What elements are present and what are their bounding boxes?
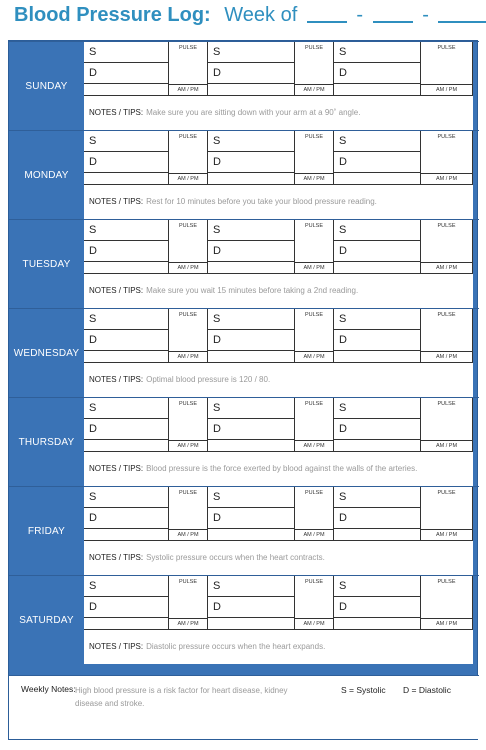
ampm-field[interactable]: AM / PM	[169, 618, 207, 630]
day-entry-area	[84, 220, 473, 308]
diastolic-field[interactable]: D	[334, 152, 420, 173]
diastolic-field[interactable]: D	[334, 330, 420, 351]
day-row	[9, 308, 479, 397]
day-entry-area	[84, 309, 473, 397]
ampm-field[interactable]: AM / PM	[295, 618, 333, 630]
pulse-label: PULSE	[304, 223, 324, 229]
page-title	[14, 4, 486, 32]
sd-fields	[84, 131, 169, 184]
pulse-field[interactable]	[295, 398, 334, 452]
sd-fields	[208, 131, 295, 184]
pulse-label: PULSE	[304, 134, 324, 140]
diastolic-field[interactable]: D	[334, 597, 420, 618]
pulse-label: PULSE	[437, 490, 456, 496]
notes-label: NOTES / TIPS:	[89, 197, 144, 206]
sd-fields	[84, 576, 169, 629]
diastolic-field[interactable]: D	[334, 63, 420, 84]
pulse-field[interactable]	[421, 576, 473, 630]
ampm-field[interactable]: AM / PM	[421, 173, 472, 185]
diastolic-field[interactable]: D	[334, 508, 420, 529]
sd-fields	[334, 42, 421, 95]
pulse-label: PULSE	[178, 223, 198, 229]
title-separator: -	[422, 4, 429, 26]
pulse-field[interactable]	[295, 576, 334, 630]
systolic-field[interactable]: S	[208, 42, 294, 63]
ampm-field[interactable]: AM / PM	[295, 440, 333, 452]
pulse-label: PULSE	[304, 401, 324, 407]
notes-label: NOTES / TIPS:	[89, 375, 144, 384]
diastolic-field[interactable]: D	[334, 241, 420, 262]
systolic-field[interactable]: S	[334, 220, 420, 241]
day-row	[9, 486, 479, 575]
pulse-label: PULSE	[178, 401, 198, 407]
reading-block	[84, 487, 208, 541]
day-entry-area	[84, 487, 473, 575]
pulse-field[interactable]	[295, 220, 334, 274]
weekly-notes-label: Weekly Notes:	[21, 684, 76, 694]
notes-tips[interactable]	[84, 541, 473, 575]
reading-block	[208, 576, 334, 630]
notes-tip-text: Systolic pressure occurs when the heart contracts.	[146, 553, 325, 562]
diastolic-field[interactable]: D	[84, 330, 168, 351]
weekly-notes	[9, 675, 479, 739]
notes-label: NOTES / TIPS:	[89, 553, 144, 562]
reading-block	[334, 131, 473, 185]
sd-fields	[84, 487, 169, 540]
systolic-field[interactable]: S	[334, 131, 420, 152]
legend-systolic: S = Systolic	[341, 685, 386, 695]
ampm-field[interactable]: AM / PM	[295, 529, 333, 541]
notes-tip-text: Make sure you are sitting down with your arm at a 90˚ angle.	[146, 108, 361, 117]
systolic-field[interactable]: S	[334, 487, 420, 508]
reading-block	[334, 309, 473, 363]
systolic-field[interactable]: S	[208, 220, 294, 241]
ampm-field[interactable]: AM / PM	[169, 351, 207, 363]
notes-tips[interactable]	[84, 363, 473, 397]
pulse-label: PULSE	[304, 45, 324, 51]
pulse-label: PULSE	[178, 45, 198, 51]
pulse-field[interactable]	[169, 220, 208, 274]
sd-fields	[334, 576, 421, 629]
sd-fields	[208, 309, 295, 362]
reading-block	[334, 398, 473, 452]
systolic-field[interactable]: S	[334, 398, 420, 419]
ampm-field[interactable]: AM / PM	[421, 529, 472, 541]
day-row	[9, 41, 479, 130]
reading-block	[208, 220, 334, 274]
pulse-label: PULSE	[437, 223, 456, 229]
pulse-field[interactable]	[295, 309, 334, 363]
systolic-field[interactable]: S	[84, 220, 168, 241]
day-label: MONDAY	[24, 169, 69, 181]
diastolic-field[interactable]: D	[208, 330, 294, 351]
systolic-field[interactable]: S	[84, 309, 168, 330]
notes-tip-text: Optimal blood pressure is 120 / 80.	[146, 375, 271, 384]
diastolic-field[interactable]: D	[84, 241, 168, 262]
systolic-field[interactable]: S	[84, 398, 168, 419]
sd-fields	[84, 398, 169, 451]
sd-fields	[208, 487, 295, 540]
ampm-field[interactable]: AM / PM	[421, 618, 472, 630]
reading-block	[334, 576, 473, 630]
ampm-field[interactable]: AM / PM	[421, 262, 472, 274]
pulse-label: PULSE	[437, 401, 456, 407]
diastolic-field[interactable]: D	[208, 241, 294, 262]
pulse-field[interactable]	[421, 42, 473, 96]
reading-block	[208, 398, 334, 452]
systolic-field[interactable]: S	[208, 576, 294, 597]
ampm-field[interactable]: AM / PM	[421, 84, 472, 96]
reading-block	[84, 131, 208, 185]
systolic-field[interactable]: S	[208, 398, 294, 419]
diastolic-field[interactable]: D	[334, 419, 420, 440]
diastolic-field[interactable]: D	[84, 63, 168, 84]
title-separator: -	[356, 4, 364, 26]
systolic-field[interactable]: S	[84, 576, 168, 597]
ampm-field[interactable]: AM / PM	[295, 351, 333, 363]
week-blank-month[interactable]	[307, 7, 347, 23]
notes-tips[interactable]	[84, 630, 473, 664]
title-week-of: Week of	[224, 4, 298, 26]
reading-block	[84, 398, 208, 452]
sd-fields	[84, 309, 169, 362]
systolic-field[interactable]: S	[208, 487, 294, 508]
diastolic-field[interactable]: D	[208, 597, 294, 618]
reading-block	[84, 42, 208, 96]
week-blank-day[interactable]	[373, 7, 413, 23]
notes-tip-text: Blood pressure is the force exerted by blood against the walls of the arteries.	[146, 464, 418, 473]
day-entry-area	[84, 131, 473, 219]
pulse-label: PULSE	[304, 579, 324, 585]
day-row	[9, 219, 479, 308]
diastolic-field[interactable]: D	[208, 508, 294, 529]
day-row	[9, 575, 479, 664]
legend-diastolic: D = Diastolic	[403, 685, 451, 695]
day-label: FRIDAY	[27, 525, 66, 537]
ampm-field[interactable]: AM / PM	[169, 529, 207, 541]
day-label: SUNDAY	[25, 80, 68, 92]
day-row	[9, 130, 479, 219]
pulse-label: PULSE	[437, 312, 456, 318]
pulse-field[interactable]	[169, 42, 208, 96]
ampm-field[interactable]: AM / PM	[295, 84, 333, 96]
ampm-field[interactable]: AM / PM	[295, 262, 333, 274]
ampm-field[interactable]: AM / PM	[295, 173, 333, 185]
pulse-field[interactable]	[421, 487, 473, 541]
pulse-label: PULSE	[304, 312, 324, 318]
pulse-label: PULSE	[178, 134, 198, 140]
ampm-field[interactable]: AM / PM	[169, 440, 207, 452]
day-label: SATURDAY	[19, 614, 74, 626]
diastolic-field[interactable]: D	[84, 508, 168, 529]
notes-tip-text: Make sure you wait 15 minutes before taking a 2nd reading.	[146, 286, 359, 295]
reading-block	[84, 576, 208, 630]
reading-block	[208, 487, 334, 541]
sd-fields	[208, 576, 295, 629]
reading-block	[334, 487, 473, 541]
ampm-field[interactable]: AM / PM	[421, 351, 472, 363]
pulse-field[interactable]	[169, 576, 208, 630]
sd-fields	[84, 220, 169, 273]
pulse-field[interactable]	[421, 131, 473, 185]
diastolic-field[interactable]: D	[84, 152, 168, 173]
pulse-field[interactable]	[295, 131, 334, 185]
reading-block	[334, 42, 473, 96]
pulse-field[interactable]	[295, 487, 334, 541]
sd-fields	[334, 309, 421, 362]
pulse-label: PULSE	[178, 312, 198, 318]
pulse-label: PULSE	[437, 45, 456, 51]
day-label: WEDNESDAY	[13, 347, 80, 359]
diastolic-field[interactable]: D	[208, 63, 294, 84]
ampm-field[interactable]: AM / PM	[169, 84, 207, 96]
notes-label: NOTES / TIPS:	[89, 464, 144, 473]
pulse-field[interactable]	[421, 398, 473, 452]
day-entry-area	[84, 576, 473, 664]
pulse-field[interactable]	[421, 220, 473, 274]
pulse-field[interactable]	[169, 487, 208, 541]
systolic-field[interactable]: S	[334, 42, 420, 63]
day-label: TUESDAY	[22, 258, 71, 270]
notes-label: NOTES / TIPS:	[89, 286, 144, 295]
systolic-field[interactable]: S	[334, 309, 420, 330]
pulse-field[interactable]	[169, 309, 208, 363]
day-entry-area	[84, 42, 473, 130]
sd-fields	[208, 398, 295, 451]
notes-tip-text: Rest for 10 minutes before you take your blood pressure reading.	[146, 197, 377, 206]
diastolic-field[interactable]: D	[208, 152, 294, 173]
sd-fields	[334, 131, 421, 184]
sd-fields	[334, 398, 421, 451]
reading-block	[208, 131, 334, 185]
log-sheet	[8, 40, 478, 740]
pulse-label: PULSE	[178, 579, 198, 585]
pulse-label: PULSE	[304, 490, 324, 496]
notes-tips[interactable]	[84, 96, 473, 130]
systolic-field[interactable]: S	[84, 487, 168, 508]
notes-label: NOTES / TIPS:	[89, 642, 144, 651]
ampm-field[interactable]: AM / PM	[421, 440, 472, 452]
day-label: THURSDAY	[18, 436, 75, 448]
notes-tip-text: Diastolic pressure occurs when the heart expands.	[146, 642, 326, 651]
ampm-field[interactable]: AM / PM	[169, 173, 207, 185]
sd-fields	[208, 42, 295, 95]
day-row	[9, 397, 479, 486]
systolic-field[interactable]: S	[334, 576, 420, 597]
pulse-label: PULSE	[178, 490, 198, 496]
sd-fields	[208, 220, 295, 273]
reading-block	[84, 309, 208, 363]
notes-tips[interactable]	[84, 185, 473, 219]
reading-block	[208, 42, 334, 96]
systolic-field[interactable]: S	[208, 131, 294, 152]
systolic-field[interactable]: S	[84, 42, 168, 63]
pulse-field[interactable]	[295, 42, 334, 96]
diastolic-field[interactable]: D	[84, 419, 168, 440]
reading-block	[208, 309, 334, 363]
pulse-label: PULSE	[437, 579, 456, 585]
pulse-field[interactable]	[169, 131, 208, 185]
reading-block	[84, 220, 208, 274]
diastolic-field[interactable]: D	[208, 419, 294, 440]
pulse-field[interactable]	[169, 398, 208, 452]
notes-tips[interactable]	[84, 274, 473, 308]
pulse-field[interactable]	[421, 309, 473, 363]
systolic-field[interactable]: S	[208, 309, 294, 330]
notes-label: NOTES / TIPS:	[89, 108, 144, 117]
diastolic-field[interactable]: D	[84, 597, 168, 618]
sd-fields	[334, 220, 421, 273]
title-main: Blood Pressure Log:	[14, 4, 211, 26]
week-blank-year[interactable]	[438, 7, 486, 23]
weekly-notes-text[interactable]: High blood pressure is a risk factor for heart disease, kidney disease and stroke.	[75, 686, 288, 708]
notes-tips[interactable]	[84, 452, 473, 486]
reading-block	[334, 220, 473, 274]
systolic-field[interactable]: S	[84, 131, 168, 152]
day-entry-area	[84, 398, 473, 486]
sd-fields	[84, 42, 169, 95]
pulse-label: PULSE	[437, 134, 456, 140]
ampm-field[interactable]: AM / PM	[169, 262, 207, 274]
sd-fields	[334, 487, 421, 540]
